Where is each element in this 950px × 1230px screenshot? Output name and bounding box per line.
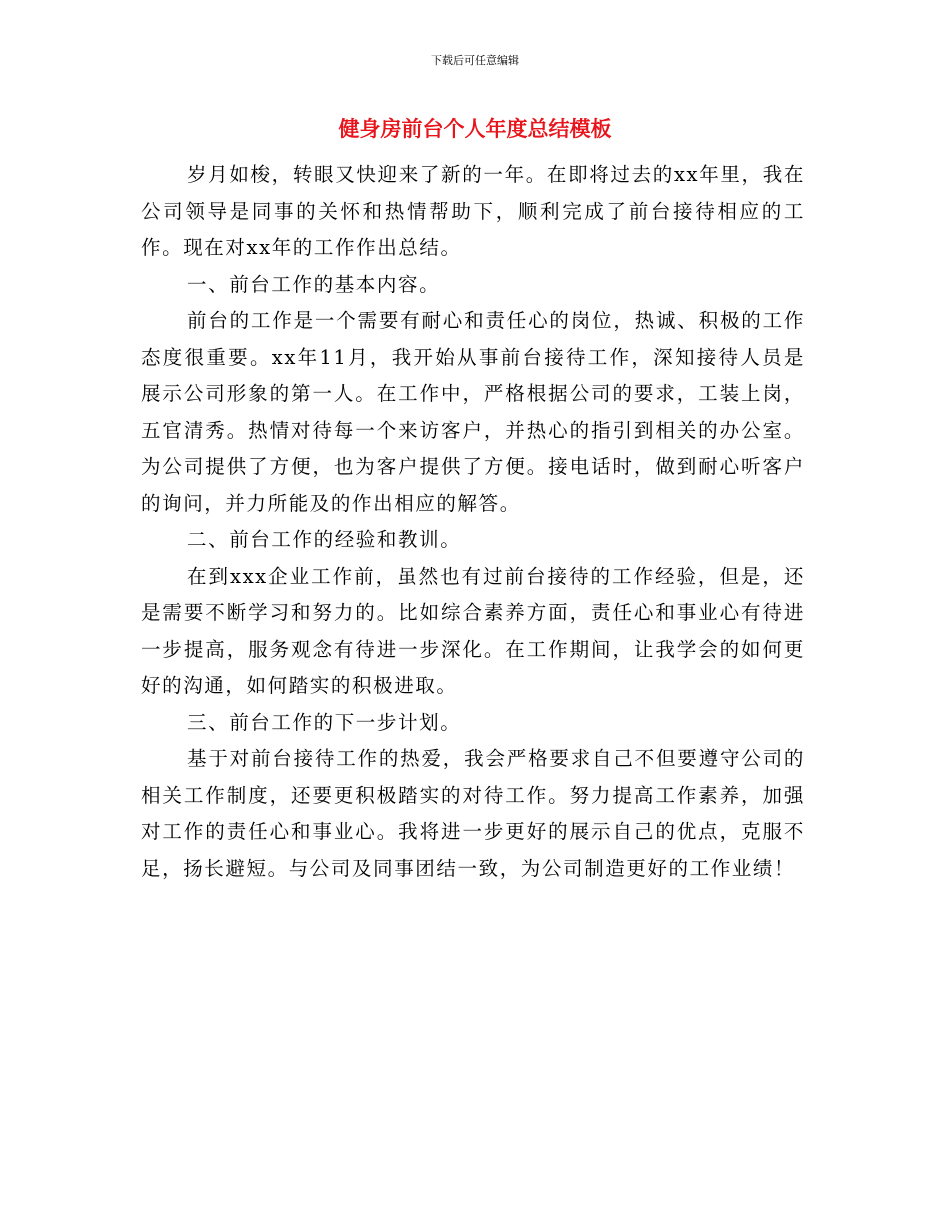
paragraph-section-2: 在到xxx企业工作前，虽然也有过前台接待的工作经验，但是，还是需要不断学习和努力的。比如综合素养方面，责任心和事业心有待进一步提高，服务观念有待进一步深化。在工作期间，让我学会的如何更好的沟通，如何踏实的积极进取。 (141, 564, 805, 697)
section-heading-1: 一、前台工作的基本内容。 (187, 272, 441, 296)
paragraph-section-1: 前台的工作是一个需要有耐心和责任心的岗位，热诚、积极的工作态度很重要。xx年11月，我开始从事前台接待工作，深知接待人员是展示公司形象的第一人。在工作中，严格根据公司的要求，工装上岗，五官清秀。热情对待每一个来访客户，并热心的指引到相关的办公室。为公司提供了方便，也为客户提供了方便。接电话时，做到耐心听客户的询问，并力所能及的作出相应的解答。 (141, 309, 805, 515)
header-note: 下载后可任意编辑 (431, 54, 519, 67)
paragraph-intro: 岁月如梭，转眼又快迎来了新的一年。在即将过去的xx年里，我在公司领导是同事的关怀和热情帮助下，顺利完成了前台接待相应的工作。现在对xx年的工作作出总结。 (141, 163, 805, 259)
document-body (141, 157, 805, 887)
section-heading-3: 三、前台工作的下一步计划。 (187, 710, 462, 734)
document-title: 健身房前台个人年度总结模板 (338, 116, 612, 141)
paragraph-section-3: 基于对前台接待工作的热爱，我会严格要求自己不但要遵守公司的相关工作制度，还要更积极踏实的对待工作。努力提高工作素养，加强对工作的责任心和事业心。我将进一步更好的展示自己的优点，克服不足，扬长避短。与公司及同事团结一致，为公司制造更好的工作业绩！ (141, 747, 805, 880)
section-heading-2: 二、前台工作的经验和教训。 (187, 528, 462, 551)
